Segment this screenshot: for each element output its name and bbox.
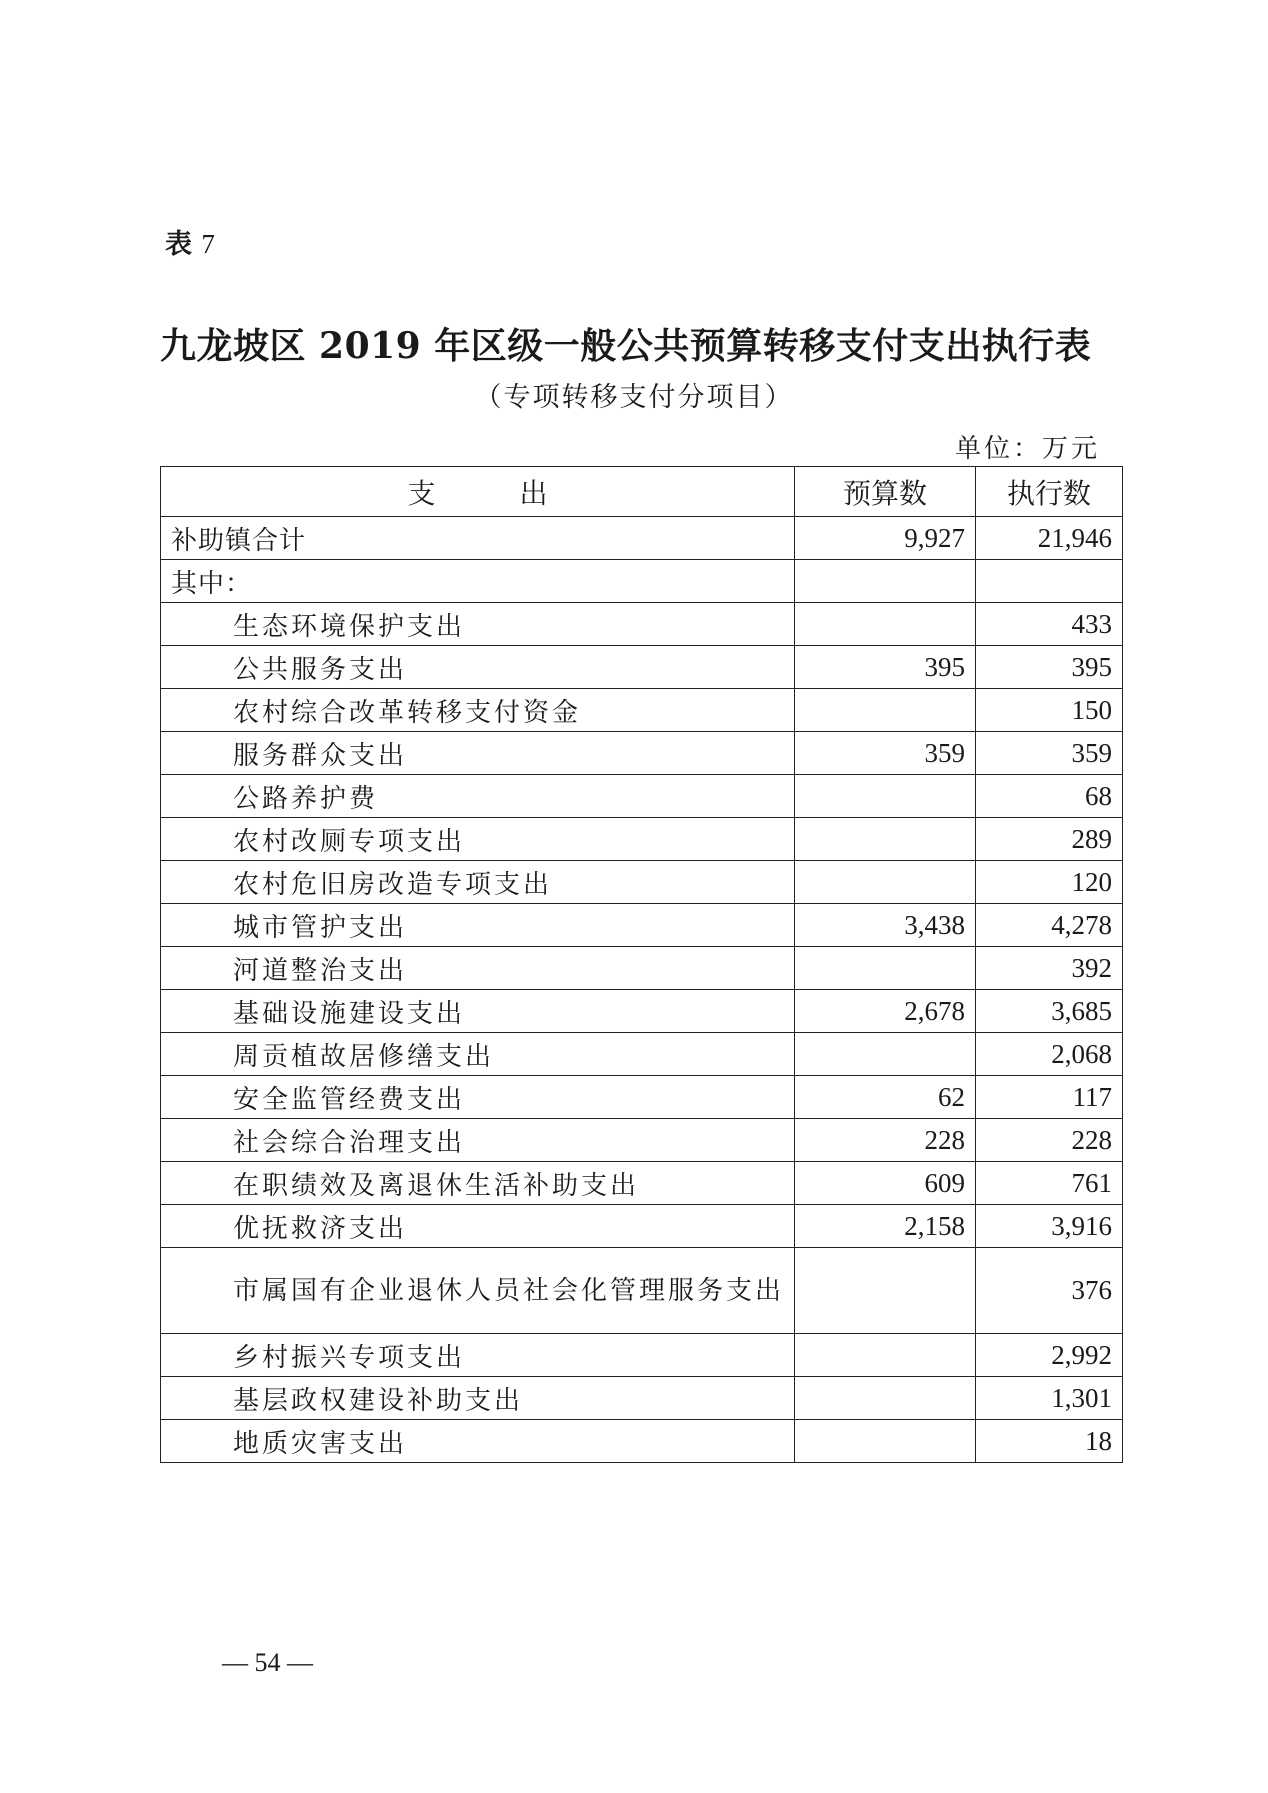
row-budget: 395 <box>795 646 976 689</box>
row-label: 在职绩效及离退休生活补助支出 <box>161 1162 795 1205</box>
row-label: 安全监管经费支出 <box>161 1076 795 1119</box>
table-row <box>161 818 1123 861</box>
row-budget <box>795 689 976 732</box>
row-actual: 289 <box>976 818 1123 861</box>
table-row <box>161 1377 1123 1420</box>
row-label: 河道整治支出 <box>161 947 795 990</box>
header-item: 支出 <box>161 467 795 517</box>
row-label: 基层政权建设补助支出 <box>161 1377 795 1420</box>
table-row <box>161 732 1123 775</box>
wrap-row-actual: 376 <box>976 1248 1123 1334</box>
row-actual: 761 <box>976 1162 1123 1205</box>
row-actual: 359 <box>976 732 1123 775</box>
wrap-row-label: 市属国有企业退休人员社会化管理服务支出 <box>161 1248 795 1334</box>
row-actual: 392 <box>976 947 1123 990</box>
table-row <box>161 1420 1123 1463</box>
unit-label: 单位：万元 <box>954 434 1100 464</box>
row-actual: 228 <box>976 1119 1123 1162</box>
row-actual: 3,916 <box>976 1205 1123 1248</box>
table-row <box>161 603 1123 646</box>
row-budget: 62 <box>795 1076 976 1119</box>
row-label: 公共服务支出 <box>161 646 795 689</box>
row-budget: 3,438 <box>795 904 976 947</box>
row-actual: 4,278 <box>976 904 1123 947</box>
total-budget: 9,927 <box>795 517 976 560</box>
row-budget: 228 <box>795 1119 976 1162</box>
table-label-number: 7 <box>201 229 215 259</box>
table-row <box>161 775 1123 818</box>
table-row <box>161 1334 1123 1377</box>
row-budget <box>795 1334 976 1377</box>
row-actual: 18 <box>976 1420 1123 1463</box>
row-budget <box>795 861 976 904</box>
table-row <box>161 947 1123 990</box>
header-budget: 预算数 <box>795 467 976 517</box>
table-row <box>161 1205 1123 1248</box>
table-row <box>161 904 1123 947</box>
row-budget <box>795 818 976 861</box>
row-actual: 433 <box>976 603 1123 646</box>
row-budget <box>795 1033 976 1076</box>
page-subtitle: （专项转移支付分项目） <box>474 382 794 413</box>
row-label: 地质灾害支出 <box>161 1420 795 1463</box>
page-title: 九龙坡区 2019 年区级一般公共预算转移支付支出执行表 <box>160 325 1092 367</box>
table-label <box>165 222 215 261</box>
row-budget <box>795 1377 976 1420</box>
row-label: 生态环境保护支出 <box>161 603 795 646</box>
row-actual: 3,685 <box>976 990 1123 1033</box>
row-budget: 2,678 <box>795 990 976 1033</box>
row-budget <box>795 1420 976 1463</box>
row-actual: 150 <box>976 689 1123 732</box>
total-row <box>161 517 1123 560</box>
row-label: 服务群众支出 <box>161 732 795 775</box>
row-budget: 609 <box>795 1162 976 1205</box>
table-row <box>161 1076 1123 1119</box>
table-row <box>161 990 1123 1033</box>
row-actual: 117 <box>976 1076 1123 1119</box>
row-label: 公路养护费 <box>161 775 795 818</box>
total-actual: 21,946 <box>976 517 1123 560</box>
row-budget <box>795 947 976 990</box>
row-actual: 68 <box>976 775 1123 818</box>
row-budget <box>795 775 976 818</box>
row-label: 基础设施建设支出 <box>161 990 795 1033</box>
row-actual: 2,068 <box>976 1033 1123 1076</box>
table-row-wrap <box>161 1248 1123 1334</box>
among-label: 其中： <box>161 560 795 603</box>
wrap-row-budget <box>795 1248 976 1334</box>
header-actual: 执行数 <box>976 467 1123 517</box>
row-budget: 359 <box>795 732 976 775</box>
row-label: 社会综合治理支出 <box>161 1119 795 1162</box>
table-row <box>161 1119 1123 1162</box>
row-label: 乡村振兴专项支出 <box>161 1334 795 1377</box>
row-actual: 395 <box>976 646 1123 689</box>
row-label: 周贡植故居修缮支出 <box>161 1033 795 1076</box>
row-actual: 1,301 <box>976 1377 1123 1420</box>
table-row <box>161 689 1123 732</box>
row-label: 城市管护支出 <box>161 904 795 947</box>
among-budget <box>795 560 976 603</box>
row-actual: 2,992 <box>976 1334 1123 1377</box>
row-budget: 2,158 <box>795 1205 976 1248</box>
table-body <box>161 517 1123 1463</box>
row-actual: 120 <box>976 861 1123 904</box>
among-row <box>161 560 1123 603</box>
total-label: 补助镇合计 <box>161 517 795 560</box>
table-row <box>161 1033 1123 1076</box>
row-budget <box>795 603 976 646</box>
row-label: 农村综合改革转移支付资金 <box>161 689 795 732</box>
table-row <box>161 1162 1123 1205</box>
among-actual <box>976 560 1123 603</box>
table-row <box>161 861 1123 904</box>
row-label: 农村改厕专项支出 <box>161 818 795 861</box>
table-label-prefix: 表 <box>165 229 192 260</box>
table-row <box>161 646 1123 689</box>
row-label: 优抚救济支出 <box>161 1205 795 1248</box>
row-label: 农村危旧房改造专项支出 <box>161 861 795 904</box>
header-row <box>161 467 1123 517</box>
expenditure-table <box>160 466 1123 1463</box>
page-number: — 54 — <box>222 1648 313 1677</box>
